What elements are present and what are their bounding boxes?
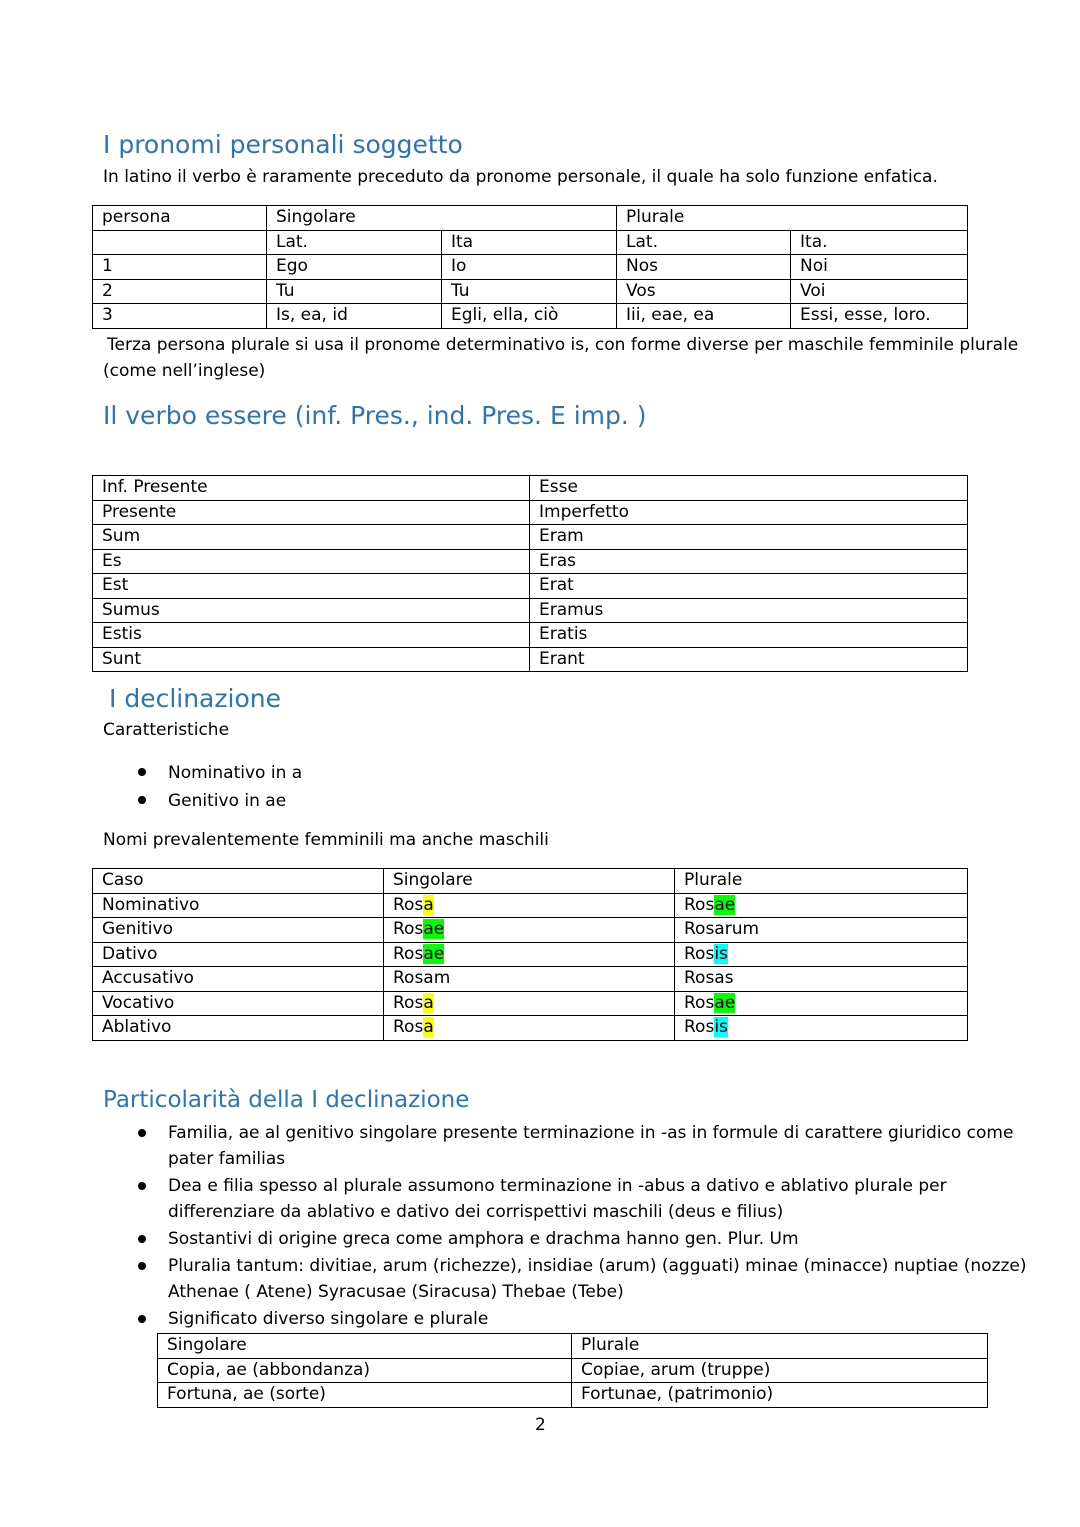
table-row <box>93 230 968 255</box>
word-stem: Ros <box>684 1017 715 1037</box>
table-cell: Est <box>93 574 530 599</box>
particolarita-list <box>138 1120 1027 1333</box>
list-item-text: Significato diverso singolare e plurale <box>168 1309 489 1329</box>
table-cell: persona <box>93 206 267 231</box>
table-row <box>93 500 968 525</box>
word-stem: Rosam <box>393 968 451 988</box>
table-cell: Ita. <box>791 230 968 255</box>
table-cell: Ita <box>442 230 617 255</box>
table-row <box>93 1016 968 1041</box>
table-cell: Eram <box>530 525 968 550</box>
table-cell <box>384 918 675 943</box>
table-cell: Fortuna, ae (sorte) <box>158 1383 572 1408</box>
table-cell: Copiae, arum (truppe) <box>572 1358 988 1383</box>
list-item <box>138 1120 1014 1172</box>
highlighted-ending: a <box>423 1017 434 1037</box>
table-row <box>93 598 968 623</box>
table-cell: Sumus <box>93 598 530 623</box>
highlighted-ending: ae <box>423 919 445 939</box>
bullet-icon <box>138 796 146 804</box>
table-cell: Ego <box>267 255 442 280</box>
list-item <box>138 1226 998 1252</box>
table-cell: Imperfetto <box>530 500 968 525</box>
table-row <box>93 206 968 231</box>
table-cell: Plurale <box>572 1334 988 1359</box>
table-row <box>93 991 968 1016</box>
nomi-note: Nomi prevalentemente femminili ma anche maschili <box>103 830 549 850</box>
table-cell: Lat. <box>267 230 442 255</box>
bullet-icon <box>138 1182 146 1190</box>
table-cell: Voi <box>791 279 968 304</box>
list-item-text: Genitivo in ae <box>168 791 287 811</box>
table-row <box>93 549 968 574</box>
table-cell <box>384 893 675 918</box>
table-cell: Singolare <box>384 869 675 894</box>
table-row <box>158 1334 988 1359</box>
table-row <box>93 967 968 992</box>
table-row <box>93 869 968 894</box>
table-cell: Vos <box>617 279 791 304</box>
table-cell <box>675 991 968 1016</box>
table-row <box>93 255 968 280</box>
table-cell: Essi, esse, loro. <box>791 304 968 329</box>
list-item-text: Dea e filia spesso al plurale assumono terminazione in -abus a dativo e ablativo plurale per <box>168 1176 947 1196</box>
table-cell <box>384 1016 675 1041</box>
table-row <box>93 304 968 329</box>
heading-declinazione: I declinazione <box>109 684 281 713</box>
table-row <box>93 893 968 918</box>
table-row <box>158 1358 988 1383</box>
table-row <box>93 525 968 550</box>
table-cell: Dativo <box>93 942 384 967</box>
intro-pronomi: In latino il verbo è raramente preceduto da pronome personale, il quale ha solo funzione enfatica. <box>103 167 938 187</box>
list-item-text: Athenae ( Atene) Syracusae (Siracusa) Thebae (Tebe) <box>168 1282 624 1302</box>
note-line-2: (come nell’inglese) <box>103 361 266 381</box>
list-item-text: differenziare da ablativo e dativo dei corrispettivi maschili (deus e filius) <box>168 1202 784 1222</box>
table-cell: Egli, ella, ciò <box>442 304 617 329</box>
table-row <box>93 279 968 304</box>
table-cell: Iii, eae, ea <box>617 304 791 329</box>
table-cell: Ablativo <box>93 1016 384 1041</box>
word-stem: Ros <box>684 992 715 1013</box>
highlighted-ending: is <box>714 943 728 964</box>
table-cell: Accusativo <box>93 967 384 992</box>
table-cell: Plurale <box>617 206 968 231</box>
table-row <box>93 918 968 943</box>
table-cell <box>93 230 267 255</box>
declension-body <box>93 893 968 1040</box>
list-item <box>138 1173 998 1225</box>
word-stem: Ros <box>393 894 424 915</box>
list-item-text: Pluralia tantum: divitiae, arum (richezze), insidiae (arum) (agguati) minae (minacce) nuptiae (nozze) <box>168 1256 1027 1276</box>
table-cell: Plurale <box>675 869 968 894</box>
word-stem: Ros <box>684 943 715 964</box>
table-row <box>93 476 968 501</box>
table-cell: Singolare <box>158 1334 572 1359</box>
table-cell: Erant <box>530 647 968 672</box>
table-cell <box>675 967 968 992</box>
table-row <box>93 647 968 672</box>
highlighted-ending: ae <box>423 943 445 964</box>
caratteristiche-label: Caratteristiche <box>103 720 230 740</box>
list-item <box>138 759 302 787</box>
table-cell: Erat <box>530 574 968 599</box>
word-stem: Ros <box>393 919 424 939</box>
highlighted-ending: a <box>423 992 434 1013</box>
table-cell <box>384 942 675 967</box>
highlighted-ending: a <box>423 894 434 915</box>
table-cell: Presente <box>93 500 530 525</box>
table-cell: Nominativo <box>93 893 384 918</box>
bullet-icon <box>138 1262 146 1270</box>
table-cell <box>384 991 675 1016</box>
table-cell: Eramus <box>530 598 968 623</box>
table-cell <box>675 942 968 967</box>
table-cell: 1 <box>93 255 267 280</box>
table-cell <box>675 893 968 918</box>
page-number: 2 <box>535 1415 546 1435</box>
table-cell: Io <box>442 255 617 280</box>
list-item <box>138 787 302 815</box>
word-stem: Ros <box>393 1017 424 1037</box>
word-stem: Rosarum <box>684 919 760 939</box>
list-item <box>138 1306 998 1332</box>
highlighted-ending: ae <box>714 894 736 915</box>
highlighted-ending: is <box>714 1017 728 1037</box>
table-cell: Fortunae, (patrimonio) <box>572 1383 988 1408</box>
bullet-icon <box>138 768 146 776</box>
meaning-table <box>157 1333 988 1408</box>
table-cell: Caso <box>93 869 384 894</box>
pronouns-table <box>92 205 968 329</box>
word-stem: Rosas <box>684 968 734 988</box>
table-cell: Genitivo <box>93 918 384 943</box>
word-stem: Ros <box>393 943 424 964</box>
table-cell: Copia, ae (abbondanza) <box>158 1358 572 1383</box>
table-cell: Tu <box>267 279 442 304</box>
table-cell: Inf. Presente <box>93 476 530 501</box>
table-row <box>93 574 968 599</box>
heading-particolarita: Particolarità della I declinazione <box>103 1087 470 1113</box>
bullet-icon <box>138 1129 146 1137</box>
table-cell <box>384 967 675 992</box>
list-item-text: Nominativo in a <box>168 763 303 783</box>
table-cell: Singolare <box>267 206 617 231</box>
caratteristiche-list <box>138 759 302 815</box>
list-item-text: pater familias <box>168 1149 286 1169</box>
highlighted-ending: ae <box>714 992 736 1013</box>
table-cell <box>675 918 968 943</box>
table-cell: Vocativo <box>93 991 384 1016</box>
table-cell: Nos <box>617 255 791 280</box>
table-cell: Noi <box>791 255 968 280</box>
word-stem: Ros <box>684 894 715 915</box>
word-stem: Ros <box>393 992 424 1013</box>
table-cell <box>675 1016 968 1041</box>
heading-pronomi: I pronomi personali soggetto <box>103 130 463 159</box>
table-cell: Eratis <box>530 623 968 648</box>
table-cell: Is, ea, id <box>267 304 442 329</box>
list-item-text: Familia, ae al genitivo singolare presente terminazione in -as in formule di carattere giuridico come <box>168 1123 1014 1143</box>
note-line-1: Terza persona plurale si usa il pronome determinativo is, con forme diverse per maschile femminile plurale <box>107 335 1019 355</box>
table-cell: Es <box>93 549 530 574</box>
list-item-text: Sostantivi di origine greca come amphora e drachma hanno gen. Plur. Um <box>168 1229 799 1249</box>
table-cell: Eras <box>530 549 968 574</box>
table-row <box>93 942 968 967</box>
table-cell: Estis <box>93 623 530 648</box>
table-row <box>158 1383 988 1408</box>
bullet-icon <box>138 1315 146 1323</box>
declension-table <box>92 868 968 1041</box>
table-cell: 3 <box>93 304 267 329</box>
heading-verbo-essere: Il verbo essere (inf. Pres., ind. Pres. E imp. ) <box>103 401 647 430</box>
table-cell: Esse <box>530 476 968 501</box>
list-item <box>138 1253 1027 1305</box>
table-cell: Lat. <box>617 230 791 255</box>
table-cell: Sunt <box>93 647 530 672</box>
bullet-icon <box>138 1235 146 1243</box>
table-cell: 2 <box>93 279 267 304</box>
verb-essere-table <box>92 475 968 672</box>
table-cell: Sum <box>93 525 530 550</box>
table-cell: Tu <box>442 279 617 304</box>
table-row <box>93 623 968 648</box>
